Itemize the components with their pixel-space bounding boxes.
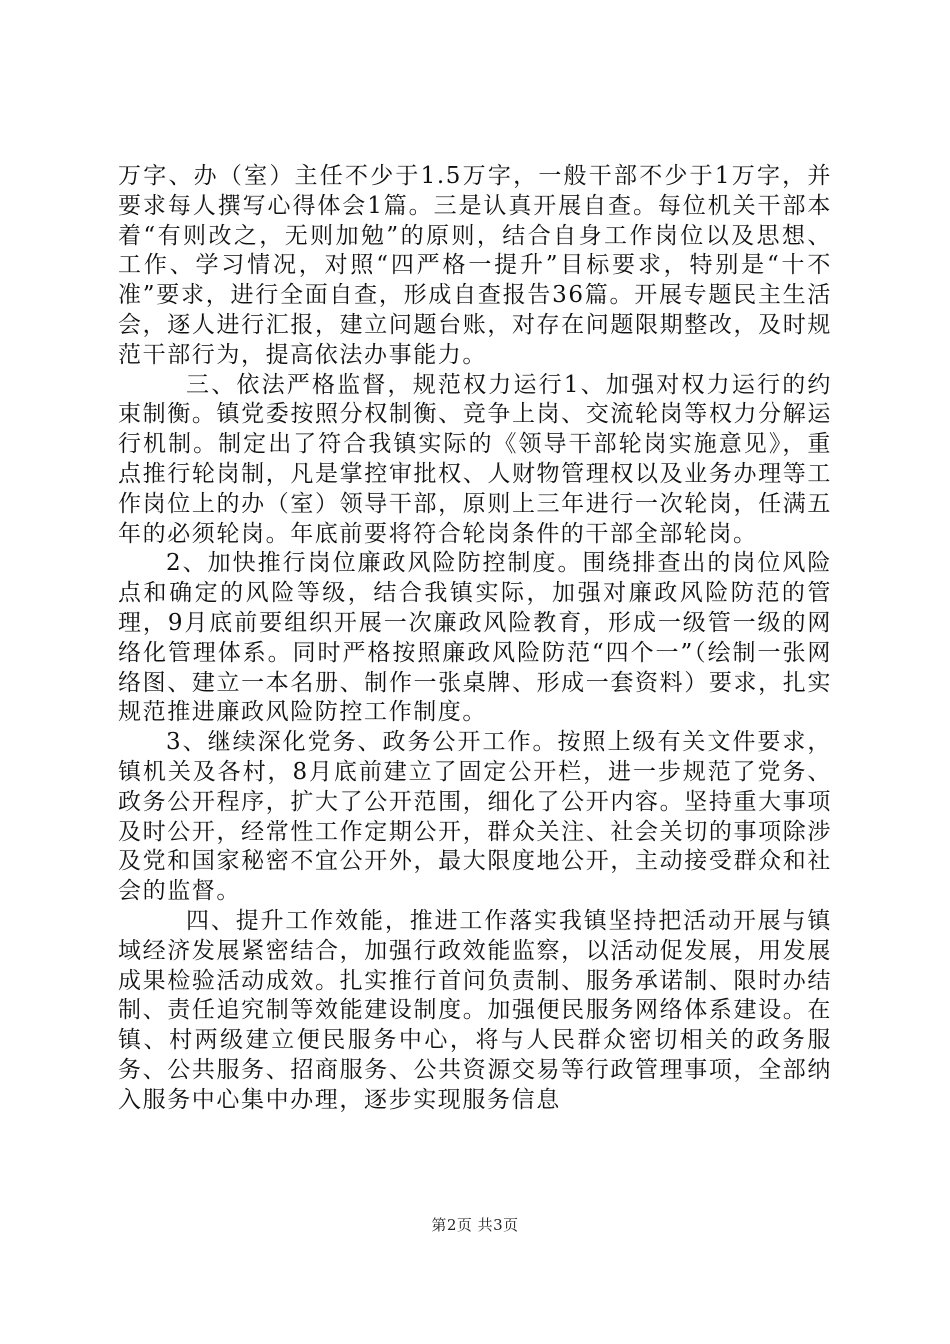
document-body — [118, 162, 832, 1116]
paragraph-section-4-efficiency: 四、提升工作效能，推进工作落实我镇坚持把活动开展与镇域经济发展紧密结合，加强行政效能监察，以活动促发展，用发展成果检验活动成效。扎实推行首问负责制、服务承诺制、限时办结制、责任追究制等效能建设制度。加强便民服务网络体系建设。在镇、村两级建立便民服务中心，将与人民群众密切相关的政务服务、公共服务、招商服务、公共资源交易等行政管理事项，全部纳入服务中心集中办理，逐步实现服务信息 — [118, 907, 832, 1113]
paragraph-self-inspection: 万字、办（室）主任不少于1.5万字，一般干部不少于1万字，并要求每人撰写心得体会1篇。三是认真开展自查。每位机关干部本着“有则改之，无则加勉”的原则，结合自身工作岗位以及思想、工作、学习情况，对照“四严格一提升”目标要求，特别是“十不准”要求，进行全面自查，形成自查报告36篇。开展专题民主生活会，逐人进行汇报，建立问题台账，对存在问题限期整改，及时规范干部行为，提高依法办事能力。 — [118, 163, 832, 368]
paragraph-section-3-supervision: 三、依法严格监督，规范权力运行1、加强对权力运行的约束制衡。镇党委按照分权制衡、竞争上岗、交流轮岗等权力分解运行机制。制定出了符合我镇实际的《领导干部轮岗实施意见》，重点推行轮岗制，凡是掌控审批权、人财物管理权以及业务办理等工作岗位上的办（室）领导干部，原则上三年进行一次轮岗，任满五年的必须轮岗。年底前要将符合轮岗条件的干部全部轮岗。 — [118, 371, 832, 547]
paragraph-public-affairs: 3、继续深化党务、政务公开工作。按照上级有关文件要求，镇机关及各村，8月底前建立了固定公开栏，进一步规范了党务、政务公开程序，扩大了公开范围，细化了公开内容。坚持重大事项及时公开，经常性工作定期公开，群众关注、社会关切的事项除涉及党和国家秘密不宜公开外，最大限度地公开，主动接受群众和社会的监督。 — [118, 729, 832, 905]
page-footer: 第2页 共3页 — [431, 1216, 519, 1234]
paragraph-risk-control: 2、加快推行岗位廉政风险防控制度。围绕排查出的岗位风险点和确定的风险等级，结合我镇实际，加强对廉政风险防范的管理，9月底前要组织开展一次廉政风险教育，形成一级管一级的网络化管理体系。同时严格按照廉政风险防范“四个一”（绘制一张网络图、建立一本名册、制作一张桌牌、形成一套资料）要求，扎实规范推进廉政风险防控工作制度。 — [118, 550, 832, 726]
